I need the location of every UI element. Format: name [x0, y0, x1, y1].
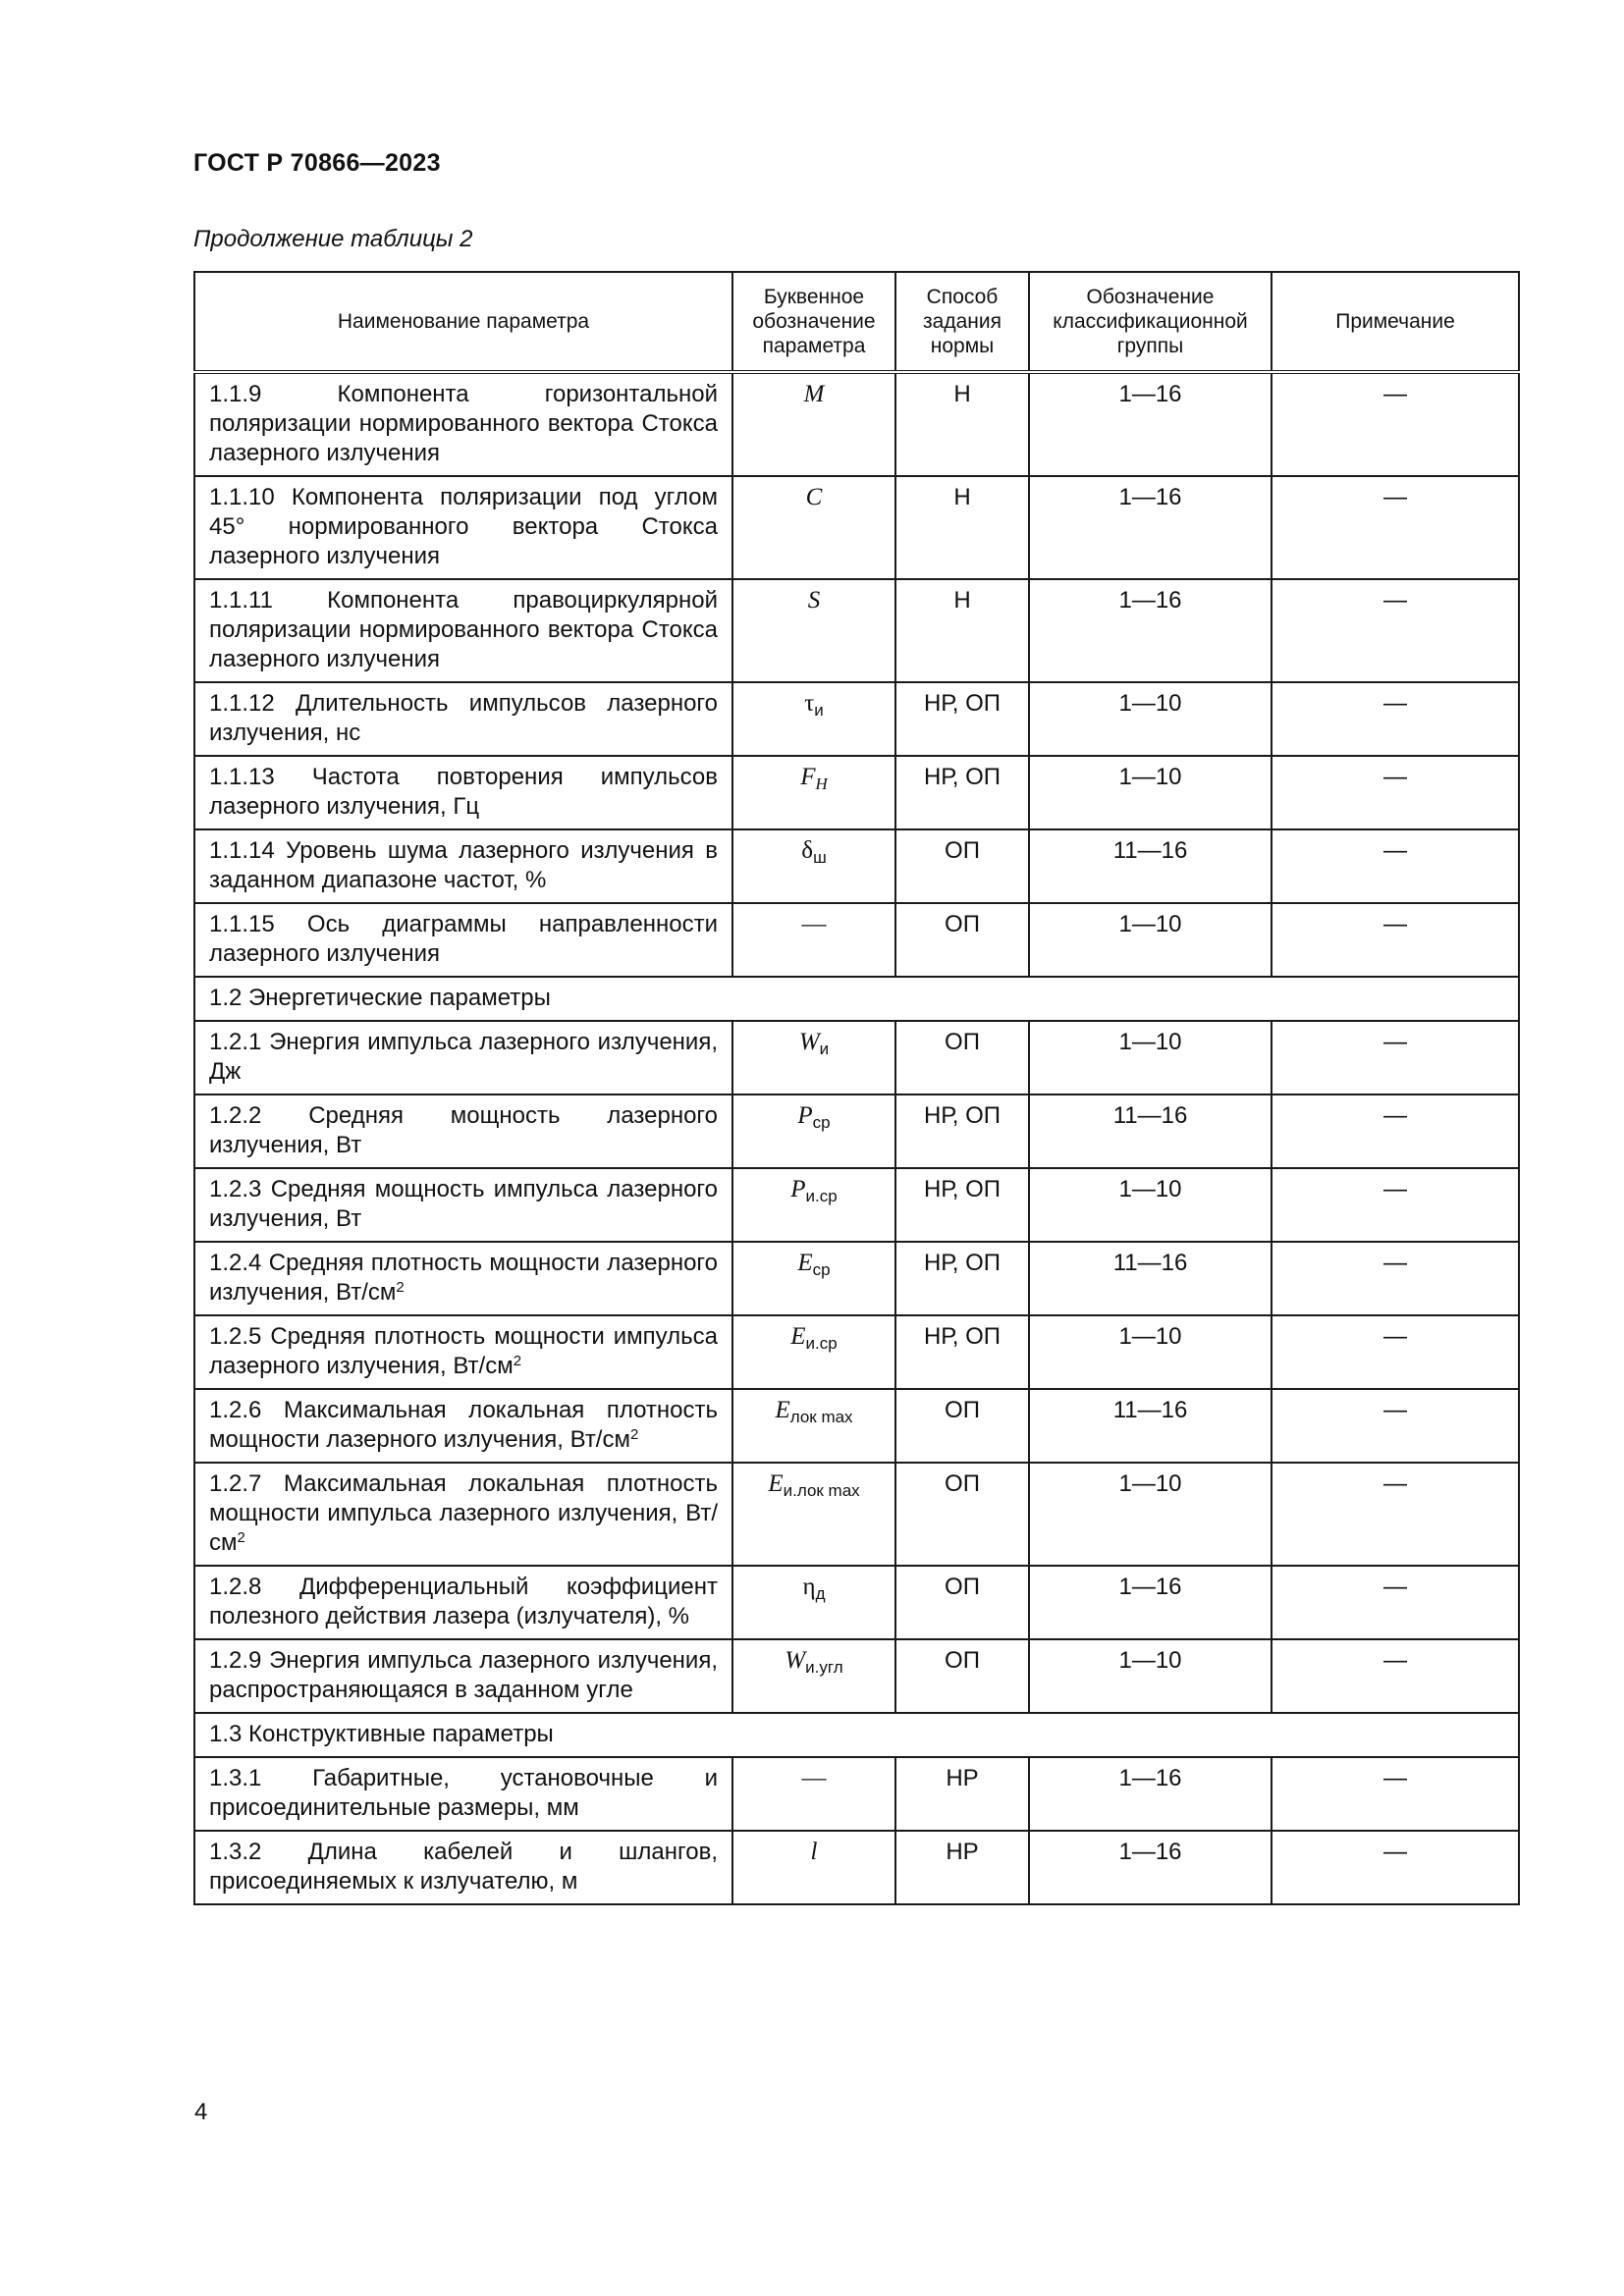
note-cell: —: [1272, 903, 1519, 977]
parameter-name-cell: [194, 1566, 732, 1639]
table-row: [194, 372, 1519, 476]
letter-designation-cell: [732, 1831, 895, 1904]
letter-designation-cell: [732, 1757, 895, 1831]
classification-group-cell: 1—10: [1029, 1463, 1272, 1566]
document-header: ГОСТ Р 70866—2023: [193, 149, 441, 177]
table-caption: Продолжение таблицы 2: [193, 226, 473, 252]
parameter-name-cell: [194, 1021, 732, 1095]
letter-designation: [768, 1470, 860, 1500]
unit-exponent: 2: [237, 1529, 245, 1546]
section-title: 1.3 Конструктивные параметры: [194, 1713, 1519, 1757]
symbol-subscript: H: [815, 774, 828, 793]
letter-designation: [804, 690, 824, 720]
letter-designation: [790, 1176, 838, 1205]
letter-designation: [798, 1029, 830, 1058]
symbol-base: C: [805, 484, 823, 510]
letter-designation: [804, 381, 825, 407]
symbol-base: S: [807, 587, 821, 614]
norm-method-cell: НР, ОП: [895, 756, 1029, 829]
table-row: [194, 903, 1519, 977]
table-row: [194, 1463, 1519, 1566]
norm-method-cell: ОП: [895, 1389, 1029, 1463]
classification-group-cell: 1—16: [1029, 1566, 1272, 1639]
symbol-base: W: [785, 1647, 806, 1674]
norm-method-cell: ОП: [895, 1566, 1029, 1639]
parameter-name: 1.1.14 Уровень шума лазерного излучения в заданном диапазоне частот, %: [209, 837, 718, 893]
parameter-name: 1.1.13 Частота повторения импульсов лазерного излучения, Гц: [209, 764, 718, 820]
norm-method-cell: НР, ОП: [895, 682, 1029, 756]
column-header-norm-method: Способ задания нормы: [895, 272, 1029, 372]
letter-designation: [802, 1765, 827, 1791]
letter-designation-cell: [732, 1463, 895, 1566]
symbol-subscript: ср: [812, 1113, 831, 1132]
note-cell: —: [1272, 756, 1519, 829]
parameter-name-cell: [194, 1831, 732, 1904]
classification-group-cell: 1—10: [1029, 1315, 1272, 1389]
symbol-subscript: и.лок max: [783, 1481, 860, 1500]
note-cell: —: [1272, 1757, 1519, 1831]
parameter-name: 1.1.9 Компонента горизонтальной поляризации нормированного вектора Стокса лазерного излучения: [209, 381, 718, 466]
norm-method-cell: ОП: [895, 1021, 1029, 1095]
symbol-subscript: и: [819, 1040, 830, 1058]
symbol-base: δ: [801, 837, 814, 864]
parameter-name-cell: [194, 579, 732, 682]
parameter-name: 1.1.12 Длительность импульсов лазерного излучения, нс: [209, 690, 718, 746]
parameter-name-cell: [194, 756, 732, 829]
letter-designation: [811, 1839, 818, 1865]
parameter-name-cell: [194, 476, 732, 579]
parameter-name-cell: [194, 1095, 732, 1168]
norm-method-cell: НР: [895, 1831, 1029, 1904]
parameter-name: 1.2.4 Средняя плотность мощности лазерного излучения, Вт/см: [209, 1250, 718, 1306]
parameter-name-cell: [194, 682, 732, 756]
classification-group-cell: 1—16: [1029, 1831, 1272, 1904]
parameter-name: 1.2.7 Максимальная локальная плотность мощности импульса лазерного излучения, Вт/см: [209, 1470, 718, 1556]
parameter-name-cell: [194, 1168, 732, 1242]
table-row: [194, 1389, 1519, 1463]
parameter-name-cell: [194, 1757, 732, 1831]
letter-designation-cell: [732, 1021, 895, 1095]
norm-method-cell: Н: [895, 476, 1029, 579]
letter-designation-cell: [732, 682, 895, 756]
parameter-name-cell: [194, 1242, 732, 1315]
parameter-name: 1.2.2 Средняя мощность лазерного излучения, Вт: [209, 1102, 718, 1158]
note-cell: —: [1272, 1389, 1519, 1463]
note-cell: —: [1272, 682, 1519, 756]
note-cell: —: [1272, 1242, 1519, 1315]
table-row: [194, 682, 1519, 756]
norm-method-cell: НР, ОП: [895, 1095, 1029, 1168]
letter-designation: [800, 764, 828, 793]
letter-designation: [802, 911, 827, 937]
symbol-base: P: [797, 1102, 813, 1129]
symbol-base: P: [790, 1176, 806, 1202]
table-row: [194, 1021, 1519, 1095]
letter-designation-cell: [732, 1639, 895, 1713]
table-row: [194, 476, 1519, 579]
symbol-subscript: и.ср: [805, 1334, 838, 1353]
letter-designation: [802, 1574, 826, 1603]
classification-group-cell: 1—10: [1029, 756, 1272, 829]
classification-group-cell: 1—16: [1029, 1757, 1272, 1831]
classification-group-cell: 11—16: [1029, 829, 1272, 903]
parameters-table: [193, 271, 1520, 1905]
table-header: [194, 272, 1519, 372]
classification-group-cell: 1—10: [1029, 903, 1272, 977]
letter-designation: [806, 484, 823, 510]
letter-designation: [790, 1323, 838, 1353]
letter-designation-cell: [732, 1389, 895, 1463]
letter-designation-cell: [732, 579, 895, 682]
table-row: [194, 1757, 1519, 1831]
parameter-name: 1.1.11 Компонента правоциркулярной поляризации нормированного вектора Стокса лазерного излучения: [209, 587, 718, 672]
note-cell: —: [1272, 1021, 1519, 1095]
table-row: [194, 829, 1519, 903]
letter-designation: [797, 1102, 831, 1132]
letter-designation: [785, 1647, 843, 1677]
classification-group-cell: 11—16: [1029, 1095, 1272, 1168]
parameter-name: 1.3.2 Длина кабелей и шлангов, присоединяемых к излучателю, м: [209, 1839, 718, 1895]
letter-designation: [808, 587, 821, 614]
note-cell: —: [1272, 829, 1519, 903]
norm-method-cell: НР, ОП: [895, 1242, 1029, 1315]
table-row: [194, 1168, 1519, 1242]
table-row: [194, 1242, 1519, 1315]
norm-method-cell: ОП: [895, 903, 1029, 977]
symbol-base: η: [802, 1574, 816, 1600]
classification-group-cell: 1—16: [1029, 579, 1272, 682]
classification-group-cell: 11—16: [1029, 1242, 1272, 1315]
symbol-subscript: и.ср: [805, 1187, 838, 1205]
symbol-subscript: ш: [813, 848, 827, 867]
parameter-name-cell: [194, 1463, 732, 1566]
parameter-name-cell: [194, 1315, 732, 1389]
table-row: [194, 1831, 1519, 1904]
symbol-base: W: [798, 1029, 820, 1055]
unit-exponent: 2: [629, 1426, 639, 1443]
symbol-base: τ: [804, 690, 815, 717]
symbol-subscript: д: [815, 1584, 826, 1603]
norm-method-cell: НР, ОП: [895, 1168, 1029, 1242]
norm-method-cell: ОП: [895, 829, 1029, 903]
parameter-name: 1.3.1 Габаритные, установочные и присоединительные размеры, мм: [209, 1765, 718, 1821]
parameter-name: 1.2.5 Средняя плотность мощности импульса лазерного излучения, Вт/см: [209, 1323, 718, 1379]
norm-method-cell: Н: [895, 372, 1029, 476]
section-row: [194, 1713, 1519, 1757]
letter-designation: [775, 1397, 853, 1426]
letter-designation-cell: [732, 476, 895, 579]
column-header-letter-designation: Буквенное обозначение параметра: [732, 272, 895, 372]
symbol-subscript: и.угл: [805, 1658, 843, 1677]
note-cell: —: [1272, 1566, 1519, 1639]
classification-group-cell: 11—16: [1029, 1389, 1272, 1463]
parameter-name-cell: [194, 372, 732, 476]
section-row: [194, 977, 1519, 1021]
letter-designation: [801, 837, 827, 867]
note-cell: —: [1272, 372, 1519, 476]
unit-exponent: 2: [513, 1353, 522, 1369]
classification-group-cell: 1—10: [1029, 1021, 1272, 1095]
letter-designation-cell: [732, 1315, 895, 1389]
norm-method-cell: НР, ОП: [895, 1315, 1029, 1389]
note-cell: —: [1272, 1168, 1519, 1242]
parameter-name-cell: [194, 829, 732, 903]
table-row: [194, 1566, 1519, 1639]
symbol-base: E: [797, 1250, 813, 1276]
note-cell: —: [1272, 1831, 1519, 1904]
table-body: [194, 372, 1519, 1904]
section-title: 1.2 Энергетические параметры: [194, 977, 1519, 1021]
classification-group-cell: 1—10: [1029, 1168, 1272, 1242]
letter-designation-cell: [732, 372, 895, 476]
symbol-base: —: [801, 1765, 827, 1791]
letter-designation-cell: [732, 1095, 895, 1168]
page-number: 4: [194, 2099, 208, 2125]
table-row: [194, 756, 1519, 829]
norm-method-cell: Н: [895, 579, 1029, 682]
norm-method-cell: НР: [895, 1757, 1029, 1831]
note-cell: —: [1272, 476, 1519, 579]
letter-designation-cell: [732, 1242, 895, 1315]
note-cell: —: [1272, 579, 1519, 682]
classification-group-cell: 1—16: [1029, 372, 1272, 476]
norm-method-cell: ОП: [895, 1639, 1029, 1713]
parameter-name: 1.2.1 Энергия импульса лазерного излучения, Дж: [209, 1029, 718, 1085]
symbol-subscript: лок max: [789, 1408, 853, 1426]
symbol-base: E: [790, 1323, 806, 1350]
symbol-base: —: [801, 911, 827, 937]
symbol-base: E: [768, 1470, 784, 1497]
note-cell: —: [1272, 1639, 1519, 1713]
parameter-name: 1.2.3 Средняя мощность импульса лазерного излучения, Вт: [209, 1176, 718, 1232]
symbol-subscript: и: [814, 701, 824, 720]
parameter-name: 1.1.15 Ось диаграммы направленности лазерного излучения: [209, 911, 718, 967]
table-row: [194, 1095, 1519, 1168]
letter-designation-cell: [732, 756, 895, 829]
parameter-name-cell: [194, 1389, 732, 1463]
letter-designation-cell: [732, 1168, 895, 1242]
column-header-parameter-name: Наименование параметра: [194, 272, 732, 372]
parameter-name: 1.2.6 Максимальная локальная плотность мощности лазерного излучения, Вт/см: [209, 1397, 718, 1453]
letter-designation-cell: [732, 1566, 895, 1639]
classification-group-cell: 1—10: [1029, 1639, 1272, 1713]
symbol-base: M: [803, 381, 825, 407]
letter-designation: [797, 1250, 831, 1279]
letter-designation-cell: [732, 903, 895, 977]
table-row: [194, 1639, 1519, 1713]
table-row: [194, 1315, 1519, 1389]
symbol-subscript: ср: [812, 1260, 831, 1279]
note-cell: —: [1272, 1315, 1519, 1389]
note-cell: —: [1272, 1463, 1519, 1566]
parameter-name-cell: [194, 1639, 732, 1713]
classification-group-cell: 1—16: [1029, 476, 1272, 579]
column-header-note: Примечание: [1272, 272, 1519, 372]
column-header-classification-group: Обозначение классификационной группы: [1029, 272, 1272, 372]
symbol-base: F: [800, 764, 816, 790]
classification-group-cell: 1—10: [1029, 682, 1272, 756]
letter-designation-cell: [732, 829, 895, 903]
table-row: [194, 579, 1519, 682]
unit-exponent: 2: [396, 1279, 405, 1296]
parameter-name: 1.2.9 Энергия импульса лазерного излучения, распространяющаяся в заданном угле: [209, 1647, 718, 1703]
symbol-base: l: [810, 1839, 818, 1865]
symbol-base: E: [775, 1397, 790, 1423]
parameter-name: 1.1.10 Компонента поляризации под углом 45° нормированного вектора Стокса лазерного излучения: [209, 484, 718, 569]
note-cell: —: [1272, 1095, 1519, 1168]
parameter-name-cell: [194, 903, 732, 977]
norm-method-cell: ОП: [895, 1463, 1029, 1566]
parameter-name: 1.2.8 Дифференциальный коэффициент полезного действия лазера (излучателя), %: [209, 1574, 718, 1629]
